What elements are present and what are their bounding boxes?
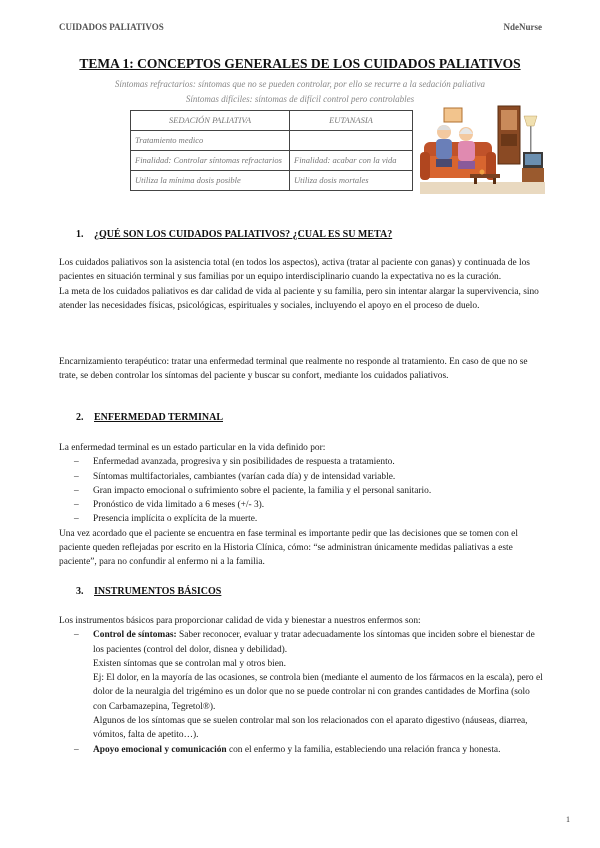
table-cell: Finalidad: acabar con la vida [290,151,413,171]
item-line: Algunos de los síntomas que se suelen controlar mal son los relacionados con el aparato digestivo (náuseas, diarrea, vómitos, falta de apetito…). [93,716,528,741]
section-heading-1 [76,229,392,240]
table-row [131,171,413,191]
paragraph-outro: Una vez acordado que el paciente se encuentra en fase terminal es importante pedir que las decisiones que se tomen con el paciente queden reflejadas por escrito en la Historia Clínica, cómo: “se administran únicamente medidas paliativas a este paciente”, para no confundir al enfermo ni a la familia. [59,528,518,568]
table-cell: Utiliza la mínima dosis posible [131,171,290,191]
subtitle-dificiles: Síntomas difíciles: síntomas de difícil control pero controlables [185,94,415,104]
table-row [131,131,413,151]
table-cell: Utiliza dosis mortales [290,171,413,191]
page-title: TEMA 1: CONCEPTOS GENERALES DE LOS CUIDADOS PALIATIVOS [79,56,521,71]
item-text: con el enfermo y la familia, estableciendo una relación franca y honesta. [226,744,501,755]
list-item: – Presencia implícita o explícita de la muerte. [59,512,543,526]
item-line: Existen síntomas que se controlan mal y otros bien. [93,658,286,669]
list-item: – Enfermedad avanzada, progresiva y sin posibilidades de respuesta a tratamiento. [59,455,543,469]
item-bold-label: Apoyo emocional y comunicación [93,744,227,755]
header-right: NdeNurse [503,22,542,32]
section-title: ENFERMEDAD TERMINAL [94,412,223,423]
paragraph-goal: La meta de los cuidados paliativos es dar calidad de vida al paciente y su familia, pero sin intentar alargar la supervivencia, sino atender las necesidades físicas, psicológicas, espirituales y sociales, incluyendo el apoyo en el proceso de duelo. [59,286,539,311]
terminal-criteria-list [59,455,543,526]
table-cell: Tratamiento medico [131,131,290,151]
paragraph-text: Encarnizamiento terapéutico: tratar una enfermedad terminal que realmente no responde al tratamiento. En caso de que no se trate, se deben controlar los síntomas del paciente y buscar su confort, mediante los cuidados paliativos. [59,357,528,382]
section-1-body [59,256,543,313]
section-number: 3. [76,586,84,597]
list-item: – Pronóstico de vida limitado a 6 meses (+/- 3). [59,498,543,512]
section-heading-2 [76,412,223,423]
header-left: CUIDADOS PALIATIVOS [59,22,164,32]
instruments-list [59,628,543,757]
table-row [131,151,413,171]
section-title: INSTRUMENTOS BÁSICOS [94,586,222,597]
section-title: ¿QUÉ SON LOS CUIDADOS PALIATIVOS? ¿CUAL ES SU META? [94,229,393,240]
item-bold-label: Control de síntomas: [93,630,177,641]
page-number: 1 [566,815,570,824]
table-header-row [131,111,413,131]
list-item-apoyo-emocional [59,743,543,757]
item-text: Saber reconocer, evaluar y tratar adecuadamente los síntomas que inciden sobre el bienestar de los pacientes (control del dolor, disnea y debilidad). [93,630,535,655]
section-number: 2. [76,412,84,423]
paragraph-intro: Los instrumentos básicos para proporcionar calidad de vida y bienestar a nuestros enfermos son: [59,616,421,626]
table-cell: Finalidad: Controlar síntomas refractarios [131,151,290,171]
list-item: – Síntomas multifactoriales, cambiantes (varían cada día) y de intensidad variable. [59,470,543,484]
section-3-body [59,614,543,757]
list-item: – Gran impacto emocional o sufrimiento sobre el paciente, la familia y el personal sanitario. [59,484,543,498]
subtitle-refractarios: Síntomas refractarios: síntomas que no se pueden controlar, por ello se recurre a la sedación paliativa [114,79,486,89]
table-cell [290,131,413,151]
paragraph-definition: Los cuidados paliativos son la asistencia total (en todos los aspectos), activa (tratar al paciente con ganas) y continuada de los pacientes en situación terminal y sus familias por un equipo interdisciplinario cuando la expectativa no es la curación. [59,258,530,283]
section-2-body [59,441,543,570]
section-number: 1. [76,229,84,240]
elderly-couple-illustration [420,104,545,194]
table-header-sedacion: SEDACIÓN PALIATIVA [131,111,290,131]
paragraph-encarnizamiento [59,355,543,384]
paragraph-intro: La enfermedad terminal es un estado particular en la vida definido por: [59,443,326,453]
list-item-control-sintomas [59,628,543,742]
section-heading-3 [76,586,221,597]
item-line: Ej: El dolor, en la mayoría de las ocasiones, se controla bien (mediante el aumento de los fármacos en la escala), pero el dolor de la neuralgia del trigémino es un dolor que no se puede controlar ni con grandes cantidades de Morfina (solo con Carbamazepina, Tegretol®). [93,673,543,712]
comparison-table [130,110,413,191]
table-header-eutanasia: EUTANASIA [290,111,413,131]
